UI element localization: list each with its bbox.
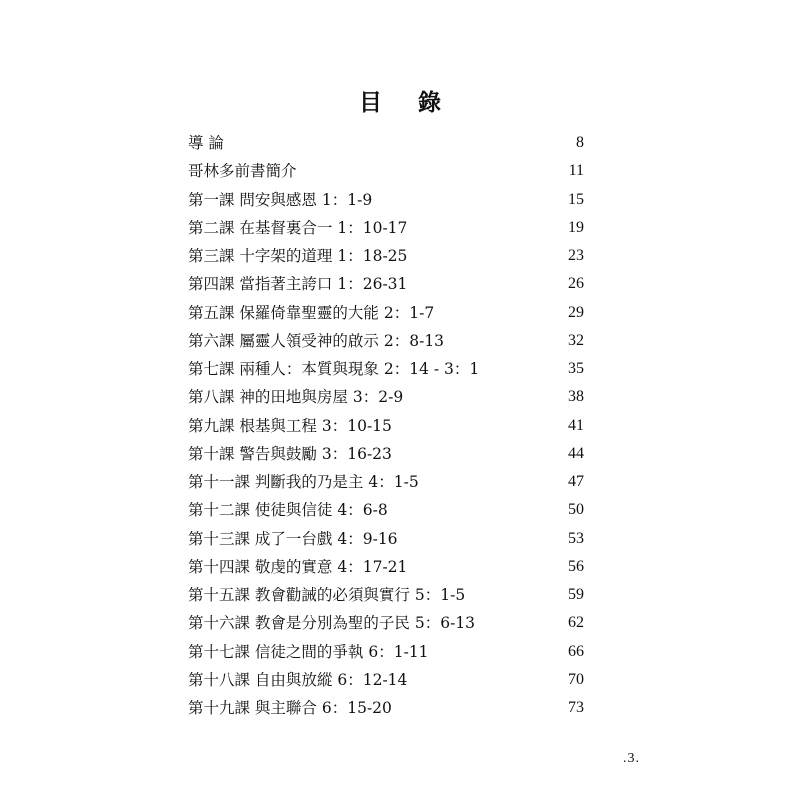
toc-entry-page: 66 <box>568 642 584 660</box>
toc-entry-title: 第十四課 敬虔的實意 4：17-21 <box>188 557 408 576</box>
toc-row <box>188 270 584 298</box>
toc-row <box>188 383 584 411</box>
toc-entry-page: 53 <box>568 529 584 547</box>
toc-entry-title: 哥林多前書簡介 <box>188 162 297 181</box>
toc-entry-title: 第九課 根基與工程 3：10-15 <box>188 416 392 435</box>
table-of-contents <box>188 129 584 722</box>
toc-entry-title: 第十七課 信徒之間的爭執 6：1-11 <box>188 642 429 661</box>
toc-row <box>188 242 584 270</box>
toc-row <box>188 525 584 553</box>
toc-entry-title: 第十九課 與主聯合 6：15-20 <box>188 699 392 717</box>
toc-row <box>188 327 584 355</box>
toc-entry-page: 32 <box>568 331 584 349</box>
page-title: 目 錄 <box>358 89 455 116</box>
toc-row <box>188 581 584 609</box>
toc-entry-page: 73 <box>568 699 584 716</box>
toc-entry-page: 15 <box>568 190 584 208</box>
toc-row <box>188 553 584 581</box>
toc-entry-title: 第十三課 成了一台戲 4：9-16 <box>188 529 398 548</box>
toc-entry-title: 第六課 屬靈人領受神的啟示 2：8-13 <box>188 331 445 350</box>
page-number: .3. <box>623 751 640 766</box>
toc-entry-title: 第八課 神的田地與房屋 3：2-9 <box>188 388 404 407</box>
toc-entry-page: 59 <box>568 586 584 603</box>
toc-row <box>188 299 584 327</box>
toc-entry-title: 導 論 <box>188 134 224 152</box>
toc-entry-page: 11 <box>568 162 584 180</box>
toc-entry-title: 第十課 警告與鼓勵 3：16-23 <box>188 444 392 463</box>
toc-entry-page: 26 <box>568 275 584 293</box>
toc-entry-title: 第二課 在基督裏合一 1：10-17 <box>188 218 408 237</box>
toc-row <box>188 468 584 496</box>
toc-entry-page: 8 <box>576 134 584 151</box>
toc-entry-page: 70 <box>568 670 584 688</box>
toc-entry-page: 29 <box>568 303 584 321</box>
toc-row <box>188 186 584 214</box>
toc-row <box>188 157 584 185</box>
toc-entry-page: 38 <box>568 388 584 406</box>
toc-entry-page: 62 <box>568 614 584 632</box>
toc-row <box>188 694 584 722</box>
toc-entry-page: 41 <box>568 416 584 434</box>
toc-entry-title: 第五課 保羅倚靠聖靈的大能 2：1-7 <box>188 303 435 322</box>
toc-entry-page: 56 <box>568 557 584 575</box>
toc-row <box>188 496 584 524</box>
toc-row <box>188 666 584 694</box>
toc-entry-title: 第十二課 使徒與信徒 4：6-8 <box>188 501 388 520</box>
toc-entry-page: 19 <box>568 218 584 236</box>
toc-entry-title: 第十五課 教會勸誡的必須與實行 5：1-5 <box>188 586 466 604</box>
toc-row <box>188 412 584 440</box>
toc-entry-title: 第四課 當指著主誇口 1：26-31 <box>188 275 408 294</box>
toc-entry-title: 第一課 問安與感恩 1：1-9 <box>188 190 373 209</box>
toc-row <box>188 214 584 242</box>
toc-row <box>188 609 584 637</box>
toc-row <box>188 355 584 383</box>
toc-row <box>188 129 584 157</box>
toc-entry-page: 44 <box>568 444 584 462</box>
toc-entry-page: 23 <box>568 247 584 264</box>
toc-entry-page: 47 <box>568 473 584 490</box>
toc-entry-title: 第七課 兩種人：本質與現象 2：14 - 3：1 <box>188 360 480 378</box>
toc-row <box>188 638 584 666</box>
toc-entry-title: 第十八課 自由與放縱 6：12-14 <box>188 670 408 689</box>
toc-entry-page: 50 <box>568 501 584 519</box>
toc-entry-page: 35 <box>568 360 584 377</box>
toc-entry-title: 第十一課 判斷我的乃是主 4：1-5 <box>188 473 419 491</box>
toc-row <box>188 440 584 468</box>
toc-entry-title: 第三課 十字架的道理 1：18-25 <box>188 247 408 265</box>
toc-entry-title: 第十六課 教會是分別為聖的子民 5：6-13 <box>188 614 476 633</box>
